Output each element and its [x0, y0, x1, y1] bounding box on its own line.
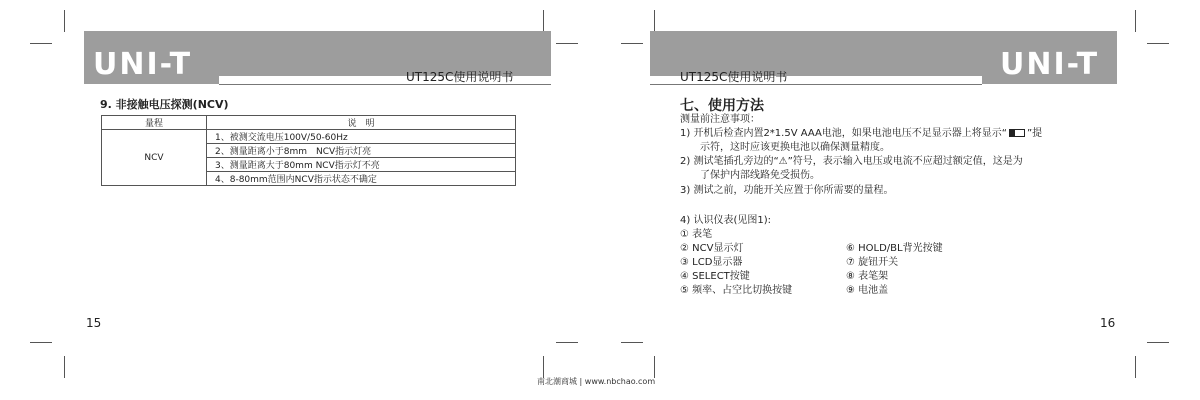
- note-2: [680, 156, 1023, 168]
- crop-mark: [556, 342, 578, 343]
- crop-mark: [30, 43, 52, 44]
- range-cell: NCV: [102, 130, 207, 186]
- list-item: ③ LCD显示器: [680, 257, 743, 268]
- table-row: [102, 130, 516, 144]
- parts-title: 4) 认识仪表(见图1):: [680, 215, 771, 226]
- crop-mark: [1135, 356, 1136, 378]
- crop-mark: [30, 342, 52, 343]
- crop-mark: [654, 356, 655, 378]
- table-cell: 3、测量距离大于80mm NCV指示灯不亮: [207, 158, 516, 172]
- note-text: 2) 测试笔插孔旁边的“: [680, 156, 779, 167]
- crop-mark: [621, 43, 643, 44]
- doc-title: UT125C使用说明书: [680, 70, 788, 84]
- list-item: ① 表笔: [680, 229, 713, 240]
- note-text: ”提: [1027, 128, 1043, 139]
- footer-watermark: 南北潮商城 | www.nbchao.com: [537, 377, 656, 386]
- crop-mark: [1147, 342, 1169, 343]
- crop-mark: [64, 10, 65, 32]
- ncv-spec-table: [101, 115, 516, 186]
- table-header-row: [102, 116, 516, 130]
- note-1-cont: 示符，这时应该更换电池以确保测量精度。: [700, 142, 890, 153]
- low-battery-icon: [1009, 129, 1025, 137]
- section-title: 9. 非接触电压探测(NCV): [100, 98, 229, 111]
- column-header: 量程: [102, 116, 207, 130]
- table-cell: 2、测量距离小于8mm NCV指示灯亮: [207, 144, 516, 158]
- note-text: ”符号，表示输入电压或电流不应超过额定值，这是为: [787, 156, 1023, 167]
- list-item: ② NCV显示灯: [680, 243, 744, 254]
- list-item: ⑤ 频率、占空比切换按键: [680, 285, 793, 296]
- brand-logo: UNI-T: [93, 47, 193, 82]
- note-3: 3) 测试之前，功能开关应置于你所需要的量程。: [680, 185, 894, 196]
- section-heading: 七、使用方法: [680, 98, 764, 114]
- list-item: ⑦ 旋钮开关: [846, 257, 899, 268]
- column-header: 说 明: [207, 116, 516, 130]
- warning-icon: ⚠: [778, 156, 788, 167]
- table-cell: 4、8-80mm范围内NCV指示状态不确定: [207, 172, 516, 186]
- crop-mark: [654, 10, 655, 32]
- parts-list-right: [846, 243, 943, 297]
- crop-mark: [64, 356, 65, 378]
- list-item: ⑨ 电池盖: [846, 285, 889, 296]
- brand-logo: UNI-T: [1000, 47, 1100, 82]
- intro-text: 测量前注意事项：: [680, 114, 760, 125]
- page-number: 16: [1100, 316, 1116, 330]
- crop-mark: [621, 342, 643, 343]
- note-text: 1) 开机后检查内置2*1.5V AAA电池，如果电池电压不足显示器上将显示“: [680, 128, 1007, 139]
- crop-mark: [556, 43, 578, 44]
- crop-mark: [1147, 43, 1169, 44]
- doc-title: UT125C使用说明书: [406, 70, 514, 84]
- crop-mark: [543, 356, 544, 378]
- list-item: ⑧ 表笔架: [846, 271, 889, 282]
- table-cell: 1、被测交流电压100V/50-60Hz: [207, 130, 516, 144]
- parts-list-left: [680, 229, 792, 297]
- crop-mark: [543, 10, 544, 32]
- note-1: [680, 128, 1042, 140]
- note-2-cont: 了保护内部线路免受损伤。: [700, 170, 820, 181]
- page-number: 15: [86, 316, 102, 330]
- crop-mark: [1135, 10, 1136, 32]
- list-item: ⑥ HOLD/BL背光按键: [846, 243, 943, 254]
- list-item: ④ SELECT按键: [680, 271, 750, 282]
